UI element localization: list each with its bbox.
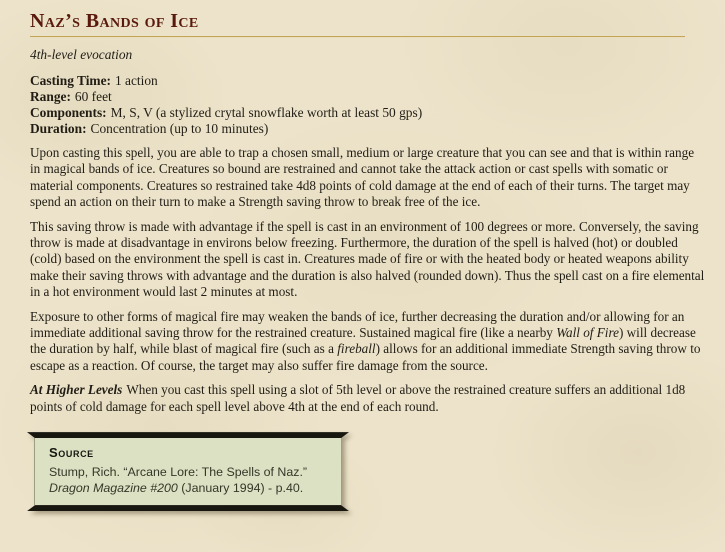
- description-paragraph-2: [30, 219, 706, 301]
- paragraph-text: Exposure to other forms of magical fire may weaken the bands of ice, further decreasing the duration and/or allowing for an immediate additional saving throw for the restrained creature. Sustained magical fire (like a nearby: [30, 308, 685, 341]
- spell-level-school: 4th-level evocation: [30, 47, 133, 62]
- property-duration: [30, 121, 699, 137]
- spell-properties: [30, 73, 699, 137]
- citation-text: (January 1994) - p.40.: [177, 481, 304, 496]
- property-value: Concentration (up to 10 minutes): [90, 121, 269, 136]
- higher-levels-paragraph: [30, 382, 706, 415]
- property-casting-time: [30, 73, 699, 89]
- property-label: Duration:: [30, 121, 87, 136]
- paragraph-text: This saving throw is made with advantage if the spell is cast in an environment of 100 degrees or more. Conversely, the saving throw is made at disadvantage in environs below freezing. Furthermore, the duration of the spell is halved (hot) or doubled (cold) based on the environment the spell is cast in. Creatures made of fire or with the heated body or heated weapons ability make their saving throws with advantage and the duration is also halved (rounded down). Thus the spell cast on a fire elemental in a hot environment would last 2 minutes at most.: [30, 218, 705, 300]
- higher-levels-label-text: At Higher Levels: [30, 382, 123, 398]
- citation-text: Stump, Rich. “Arcane Lore: The Spells of Naz.”: [49, 465, 308, 480]
- description-paragraph-1: [30, 145, 706, 211]
- citation-publication: Dragon Magazine #200: [49, 481, 178, 496]
- property-range: [30, 89, 699, 105]
- paragraph-text: Upon casting this spell, you are able to trap a chosen small, medium or large creature that you can see and that is within range in magical bands of ice. Creatures so bound are restrained and cannot take the attack action or cast spells with somatic or material components. Creatures so restrained take 4d8 points of cold damage at the end of each of their turns. The target may spend an action on their turn to make a Strength saving throw to break free of the ice.: [30, 145, 695, 210]
- source-box-bottom-bar: [27, 505, 349, 511]
- title-divider-rule: [30, 36, 685, 38]
- property-value: 1 action: [114, 73, 158, 88]
- property-label: Casting Time:: [30, 73, 111, 88]
- spell-title: Naz’s Bands of Ice: [30, 10, 199, 32]
- property-label: Components:: [30, 105, 107, 120]
- source-box-top-bar: [27, 432, 349, 438]
- source-box: [34, 432, 342, 511]
- source-heading: Source: [49, 445, 94, 461]
- higher-levels-label: [30, 382, 126, 397]
- referenced-spell-name: fireball: [337, 341, 376, 357]
- property-value: 60 feet: [74, 89, 112, 104]
- source-citation: [49, 464, 327, 496]
- higher-levels-text: When you cast this spell using a slot of 5th level or above the restrained creature suffers an additional 1d8 points of cold damage for each spell level above 4th at the end of each round.: [30, 382, 686, 414]
- property-components: [30, 105, 699, 121]
- description-paragraph-3: [30, 309, 706, 375]
- paragraph-text: ) will decrease the duration by half, while blast of magical fire (such as a: [30, 325, 696, 357]
- paragraph-text: ) allows for an additional immediate Strength saving throw to escape as a reaction. Of course, the target may also suffer fire damage from the source.: [30, 341, 701, 373]
- property-label: Range:: [30, 89, 71, 104]
- referenced-spell-name: Wall of Fire: [556, 325, 619, 341]
- property-value: M, S, V (a stylized crytal snowflake worth at least 50 gps): [110, 105, 423, 120]
- source-box-body: [34, 438, 342, 505]
